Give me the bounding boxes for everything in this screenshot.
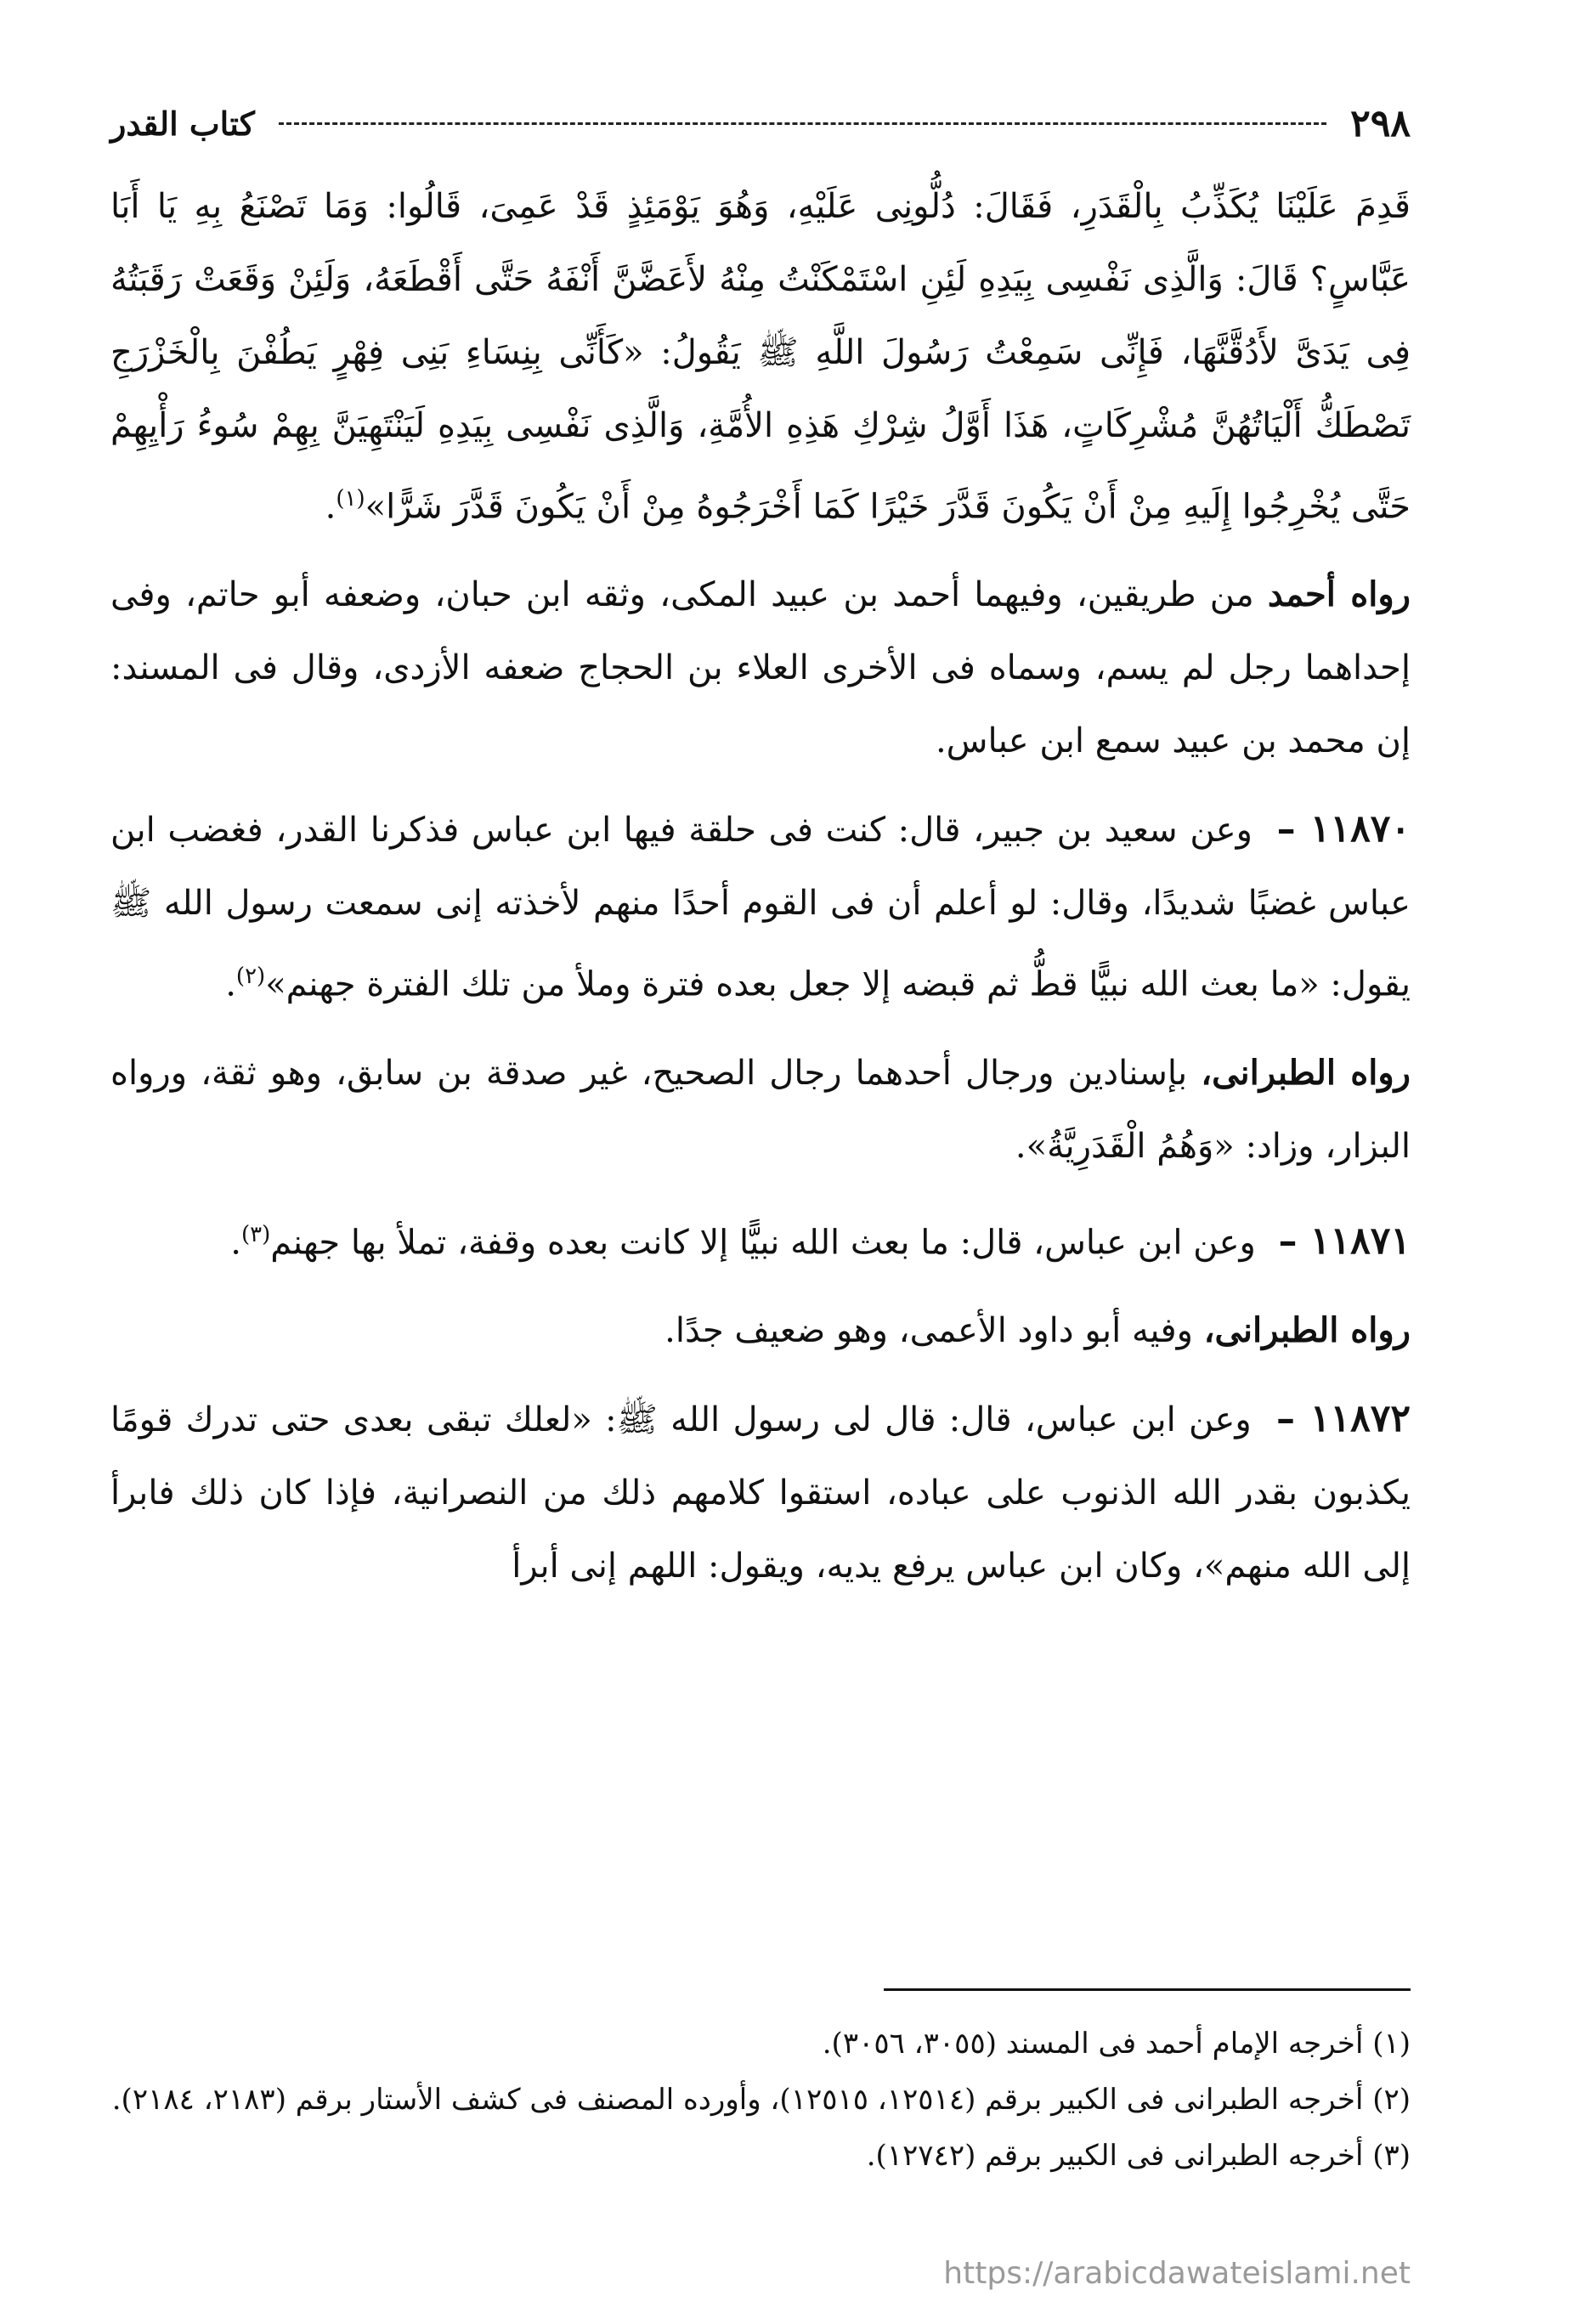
footnote-ref[interactable]: (٣) bbox=[240, 1221, 271, 1247]
hadith-number: ١١٨٧٠ – bbox=[1276, 807, 1411, 851]
footnote-ref[interactable]: (١) bbox=[336, 486, 365, 512]
paragraph-end: . bbox=[230, 1222, 241, 1262]
watermark-url[interactable]: https://arabicdawateislami.net bbox=[943, 2256, 1411, 2291]
paragraph-text: بإسنادين ورجال أحدهما رجال الصحيح، غير صدقة بن سابق، وهو ثقة، ورواه البزار، وزاد: «وَهُمُ الْقَدَرِيَّةُ». bbox=[110, 1053, 1411, 1166]
paragraph-text: قَدِمَ عَلَيْنَا يُكَذِّبُ بِالْقَدَرِ، فَقَالَ: دُلُّونِى عَلَيْهِ، وَهُوَ يَوْمَئِذٍ قَدْ عَمِىَ، قَالُوا: وَمَا تَصْنَعُ بِهِ يَا أَبَا عَبَّاسٍ؟ قَالَ: وَالَّذِى نَفْسِى بِيَدِهِ لَئِنِ اسْتَمْكَنْتُ مِنْهُ لأَعَضَّنَّ أَنْفَهُ حَتَّى أَقْطَعَهُ، وَلَئِنْ وَقَعَتْ رَقَبَتُهُ فِى يَدَىَّ لأَدُقَّنَّهَا، فَإِنِّى سَمِعْتُ رَسُولَ اللَّهِ ﷺ يَقُولُ: «كَأَنِّى بِنِسَاءِ بَنِى فِهْرٍ يَطُفْنَ بِالْخَزْرَجِ تَصْطَكُّ أَلْيَاتُهُنَّ مُشْرِكَاتٍ، هَذَا أَوَّلُ شِرْكِ هَذِهِ الأُمَّةِ، وَالَّذِى نَفْسِى بِيَدِهِ لَيَنْتَهِيَنَّ بِهِمْ سُوءُ رَأْيِهِمْ حَتَّى يُخْرِجُوا إِلَيهِ مِنْ أَنْ يَكُونَ قَدَّرَ خَيْرًا كَمَا أَخْرَجُوهُ مِنْ أَنْ يَكُونَ قَدَّرَ شَرًّا» bbox=[110, 187, 1411, 527]
body-text bbox=[110, 170, 1411, 1603]
hadith-number: ١١٨٧١ – bbox=[1278, 1219, 1411, 1263]
footnote-1: (١) أخرجه الإمام أحمد فى المسند (٣٠٥٥، ٣٠٥٦). bbox=[822, 2027, 1411, 2061]
paragraph-1 bbox=[110, 170, 1411, 543]
footnote-ref[interactable]: (٢) bbox=[235, 964, 266, 990]
paragraph-text: من طريقين، وفيهما أحمد بن عبيد المكى، وثقه ابن حبان، وضعفه أبو حاتم، وفى إحداهما رجل لم يسم، وسماه فى الأخرى العلاء بن الحجاج ضعفه الأزدى، وقال فى المسند: إن محمد بن عبيد سمع ابن عباس. bbox=[110, 575, 1411, 761]
paragraph-text: وفيه أبو داود الأعمى، وهو ضعيف جدًا. bbox=[664, 1310, 1204, 1350]
footnote-2: (٢) أخرجه الطبرانى فى الكبير برقم (١٢٥١٤، ١٢٥١٥)، وأورده المصنف فى كشف الأستار برقم (٢١٨٣، ٢١٨٤). bbox=[111, 2083, 1411, 2117]
paragraph-6 bbox=[110, 1294, 1411, 1367]
footnote-divider bbox=[884, 1988, 1411, 1991]
page-header bbox=[110, 93, 1411, 153]
narrator-lead: رواه الطبرانى، bbox=[1203, 1309, 1411, 1350]
page-number: ٢٩٨ bbox=[1350, 101, 1411, 145]
paragraph-4 bbox=[110, 1037, 1411, 1183]
hadith-11870 bbox=[110, 793, 1411, 1021]
running-title: كتاب القدر bbox=[110, 104, 255, 143]
narrator-lead: رواه الطبرانى، bbox=[1201, 1052, 1411, 1093]
footnotes bbox=[110, 2016, 1411, 2184]
paragraph-end: . bbox=[325, 487, 336, 527]
header-divider bbox=[279, 122, 1326, 125]
hadith-11872 bbox=[110, 1383, 1411, 1603]
paragraph-end: . bbox=[225, 964, 236, 1004]
hadith-11871 bbox=[110, 1198, 1411, 1279]
paragraph-text: وعن ابن عباس، قال: قال لى رسول الله ﷺ: «لعلك تبقى بعدى حتى تدرك قومًا يكذبون بقدر الله الذنوب على عباده، استقوا كلامهم ذلك من النصرانية، فإذا كان ذلك فابرأ إلى الله منهم»، وكان ابن عباس يرفع يديه، ويقول: اللهم إنى أبرأ bbox=[110, 1399, 1411, 1586]
narrator-lead: رواه أحمد bbox=[1267, 574, 1411, 615]
paragraph-2 bbox=[110, 558, 1411, 777]
hadith-number: ١١٨٧٢ – bbox=[1275, 1396, 1411, 1440]
paragraph-text: وعن سعيد بن جبير، قال: كنت فى حلقة فيها ابن عباس فذكرنا القدر، فغضب ابن عباس غضبًا شديدًا، وقال: لو أعلم أن فى القوم أحدًا منهم لأخذته إنى سمعت رسول الله ﷺ يقول: «ما بعث الله نبيًّا قطُّ ثم قبضه إلا جعل بعده فترة وملأ من تلك الفترة جهنم» bbox=[110, 811, 1411, 1004]
footnote-3: (٣) أخرجه الطبرانى فى الكبير برقم (١٢٧٤٢). bbox=[866, 2139, 1411, 2173]
paragraph-text: وعن ابن عباس، قال: ما بعث الله نبيًّا إلا كانت بعده وقفة، تملأ بها جهنم bbox=[270, 1222, 1267, 1262]
book-page bbox=[110, 93, 1411, 2303]
